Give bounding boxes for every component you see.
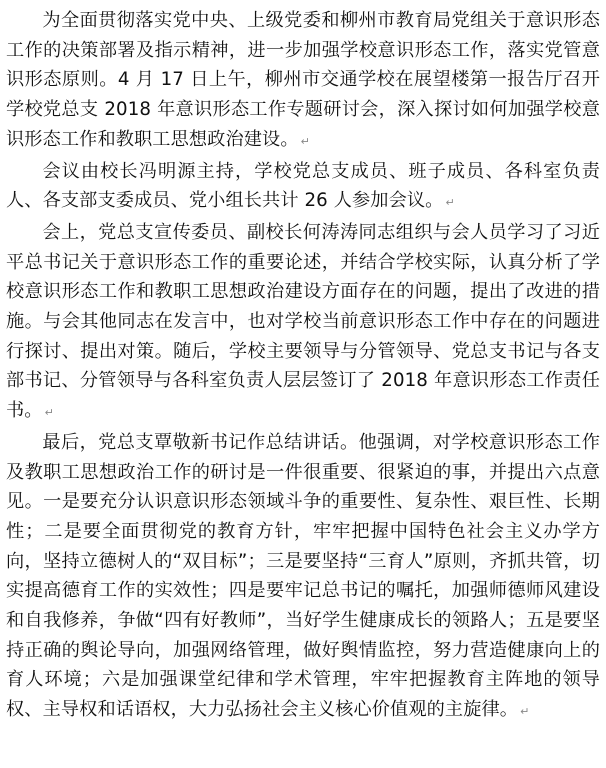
paragraph-mark-icon: ↵ [44, 406, 54, 420]
paragraph-1 [6, 6, 600, 157]
paragraph-2 [6, 157, 600, 218]
paragraph-4 [6, 428, 600, 727]
paragraph-mark-icon: ↵ [445, 196, 455, 210]
paragraph-mark-icon: ↵ [300, 134, 310, 148]
paragraph-2-text: 会议由校长冯明源主持，学校党总支成员、班子成员、各科室负责人、各支部支委成员、党小组长共计 26 人参加会议。 [6, 160, 600, 212]
paragraph-mark-icon: ↵ [520, 705, 530, 719]
paragraph-3-text: 会上，党总支宣传委员、副校长何涛涛同志组织与会人员学习了习近平总书记关于意识形态工作的重要论述，并结合学校实际，认真分析了学校意识形态工作和教职工思想政治建设方面存在的问题，提出了改进的措施。与会其他同志在发言中，也对学校当前意识形态工作中存在的问题进行探讨、提出对策。随后，学校主要领导与分管领导、党总支书记与各支部书记、分管领导与各科室负责人层层签订了 2018 年意识形态工作责任书。 [6, 221, 600, 422]
paragraph-1-text: 为全面贯彻落实党中央、上级党委和柳州市教育局党组关于意识形态工作的决策部署及指示精神，进一步加强学校意识形态工作，落实党管意识形态原则。4 月 17 日上午，柳州市交通学校在展望楼第一报告厅召开学校党总支 2018 年意识形态工作专题研讨会，深入探讨如何加强学校意识形态工作和教职工思想政治建设。 [6, 10, 600, 150]
paragraph-3 [6, 218, 600, 428]
paragraph-4-text: 最后，党总支覃敬新书记作总结讲话。他强调，对学校意识形态工作及教职工思想政治工作的研讨是一件很重要、很紧迫的事，并提出六点意见。一是要充分认识意识形态领域斗争的重要性、复杂性、艰巨性、长期性；二是要全面贯彻党的教育方针，牢牢把握中国特色社会主义办学方向，坚持立德树人的“双目标”；三是要坚持“三育人”原则，齐抓共管，切实提高德育工作的实效性；四是要牢记总书记的嘱托，加强师德师风建设和自我修养，争做“四有好教师”，当好学生健康成长的领路人；五是要坚持正确的舆论导向，加强网络管理，做好舆情监控，努力营造健康向上的育人环境；六是加强课堂纪律和学术管理，牢牢把握教育主阵地的领导权、主导权和话语权，大力弘扬社会主义核心价值观的主旋律。 [6, 431, 600, 721]
